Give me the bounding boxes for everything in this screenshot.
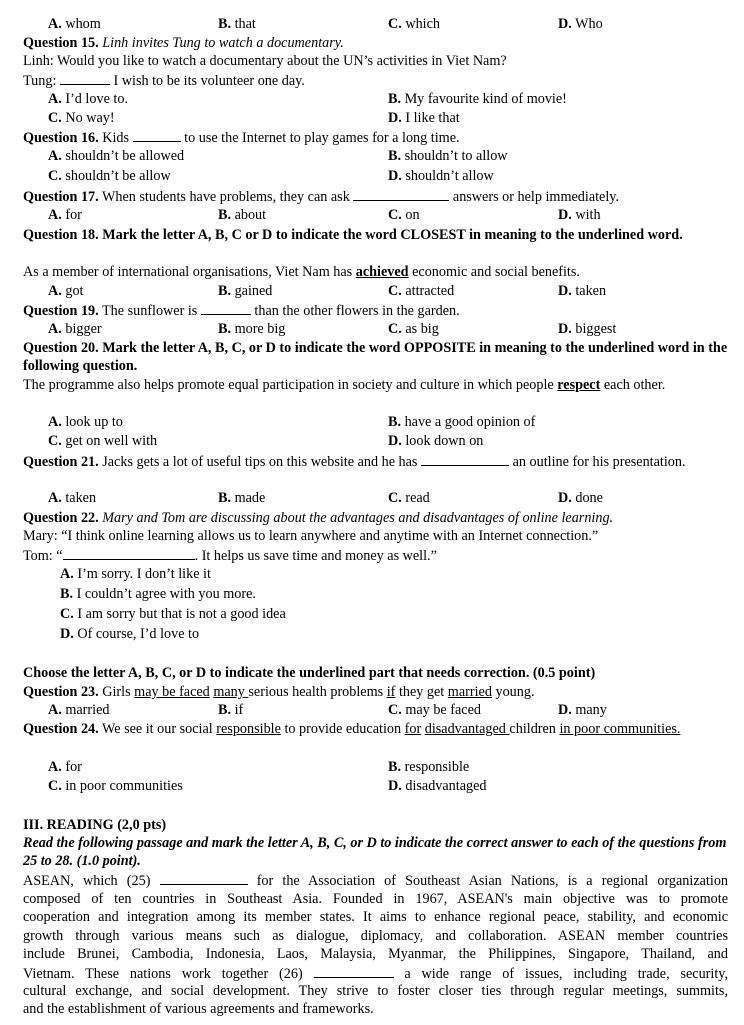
answer-blank	[314, 964, 394, 978]
q18-instruction: Question 18. Mark the letter A, B, C or D to indicate the word CLOSEST in meaning to the underlined word.	[23, 227, 683, 243]
q17-option-a: A. for	[48, 207, 82, 223]
answer-blank	[60, 71, 110, 85]
passage-line-5: include Brunei, Cambodia, Indonesia, Laos, Malaysia, Myanmar, the Philippines, Singapore, Thailand, and	[23, 946, 728, 962]
q18-option-d: D. taken	[558, 283, 607, 299]
q15-stem: Question 15. Linh invites Tung to watch a documentary.	[23, 35, 344, 51]
q15-option-c: C. No way!	[48, 110, 115, 126]
q17-stem: Question 17. When students have problems, they can ask answers or help immediately.	[23, 189, 620, 205]
q21-stem: Question 21. Jacks gets a lot of useful tips on this website and he has an outline for his presentation.	[23, 454, 686, 470]
q23-option-d: D. many	[558, 702, 607, 718]
q15-option-b: B. My favourite kind of movie!	[388, 91, 567, 107]
q24-stem: Question 24. We see it our social responsible to provide education for disadvantaged children in poor communities.	[23, 721, 681, 737]
passage-line-6: Vietnam. These nations work together (26) a wide range of issues, including trade, security,	[23, 966, 728, 982]
passage-line-7: cultural exchange, and social development. They strive to foster closer ties through regular meetings, summits,	[23, 983, 728, 999]
q16-option-a: A. shouldn’t be allowed	[48, 148, 185, 164]
q16-stem: Question 16. Kids to use the Internet to play games for a long time.	[23, 130, 460, 146]
q24-option-c: C. in poor communities	[48, 778, 183, 794]
q16-option-b: B. shouldn’t to allow	[388, 148, 508, 164]
q23-option-b: B. if	[218, 702, 244, 718]
q19-option-c: C. as big	[388, 321, 439, 337]
q22-option-b: B. I couldn’t agree with you more.	[60, 586, 256, 602]
q21-option-b: B. made	[218, 490, 266, 506]
q20-option-c: C. get on well with	[48, 433, 158, 449]
answer-blank	[160, 871, 248, 885]
q14-option-b: B. that	[218, 16, 256, 32]
q21-option-a: A. taken	[48, 490, 97, 506]
answer-blank	[133, 128, 181, 142]
q20-option-d: D. look down on	[388, 433, 484, 449]
q22-line1: Mary: “I think online learning allows us to learn anywhere and anytime with an Internet connection.”	[23, 528, 599, 544]
q17-option-d: D. with	[558, 207, 601, 223]
q19-stem: Question 19. The sunflower is than the other flowers in the garden.	[23, 303, 460, 319]
q21-option-d: D. done	[558, 490, 603, 506]
passage-line-2: composed of ten countries in Southeast Asia. Founded in 1967, ASEAN's main objective was to promote	[23, 891, 728, 907]
q20-sentence: The programme also helps promote equal participation in society and culture in which people respect each other.	[23, 377, 666, 393]
answer-blank	[63, 546, 195, 560]
reading-heading: III. READING (2,0 pts)	[23, 817, 167, 833]
q19-option-d: D. biggest	[558, 321, 617, 337]
q15-line1: Linh: Would you like to watch a documentary about the UN’s activities in Viet Nam?	[23, 53, 507, 69]
answer-blank	[201, 301, 251, 315]
q16-option-c: C. shouldn’t be allow	[48, 168, 171, 184]
q15-option-a: A. I’d love to.	[48, 91, 128, 107]
answer-blank	[353, 187, 449, 201]
passage-line-4: growth through various means such as dialogue, diplomacy, and collaboration. ASEAN member countries	[23, 928, 728, 944]
q23-option-c: C. may be faced	[388, 702, 481, 718]
q18-option-a: A. got	[48, 283, 84, 299]
q22-stem: Question 22. Mary and Tom are discussing about the advantages and disadvantages of online learning.	[23, 510, 614, 526]
correction-section-heading: Choose the letter A, B, C, or D to indicate the underlined part that needs correction. (0.5 point)	[23, 665, 596, 681]
q18-sentence: As a member of international organisations, Viet Nam has achieved economic and social benefits.	[23, 264, 580, 280]
q24-option-a: A. for	[48, 759, 82, 775]
q17-option-b: B. about	[218, 207, 267, 223]
q19-option-a: A. bigger	[48, 321, 102, 337]
reading-instruction: Read the following passage and mark the letter A, B, C, or D to indicate the correct answer to each of the questions from 25 to 28. (1.0 point).	[23, 835, 727, 869]
q14-option-d: D. Who	[558, 16, 603, 32]
q23-stem: Question 23. Girls may be faced many serious health problems if they get married young.	[23, 684, 535, 700]
q19-option-b: B. more big	[218, 321, 286, 337]
passage-line-3: cooperation and integration among its member states. It aims to enhance regional peace, stability, and economic	[23, 909, 728, 925]
q14-option-c: C. which	[388, 16, 441, 32]
q22-line2: Tom: “ . It helps us save time and money as well.”	[23, 548, 437, 564]
q15-option-d: D. I like that	[388, 110, 460, 126]
q21-option-c: C. read	[388, 490, 430, 506]
q15-line2: Tung: I wish to be its volunteer one day.	[23, 73, 305, 89]
q24-option-b: B. responsible	[388, 759, 470, 775]
q22-option-d: D. Of course, I’d love to	[60, 626, 200, 642]
q22-option-a: A. I’m sorry. I don’t like it	[60, 566, 211, 582]
q23-option-a: A. married	[48, 702, 110, 718]
q20-option-b: B. have a good opinion of	[388, 414, 536, 430]
q18-option-b: B. gained	[218, 283, 273, 299]
q18-option-c: C. attracted	[388, 283, 455, 299]
passage-line-1: ASEAN, which (25) for the Association of Southeast Asian Nations, is a regional organization	[23, 873, 729, 889]
answer-blank	[421, 452, 509, 466]
q14-option-a: A. whom	[48, 16, 101, 32]
q17-option-c: C. on	[388, 207, 420, 223]
q20-instruction: Question 20. Mark the letter A, B, C, or D to indicate the word OPPOSITE in meaning to the underlined word in the following question.	[23, 340, 728, 374]
q20-option-a: A. look up to	[48, 414, 123, 430]
q16-option-d: D. shouldn’t allow	[388, 168, 494, 184]
passage-line-8: and the establishment of various agreements and frameworks.	[23, 1001, 374, 1017]
q24-option-d: D. disadvantaged	[388, 778, 487, 794]
q22-option-c: C. I am sorry but that is not a good idea	[60, 606, 286, 622]
